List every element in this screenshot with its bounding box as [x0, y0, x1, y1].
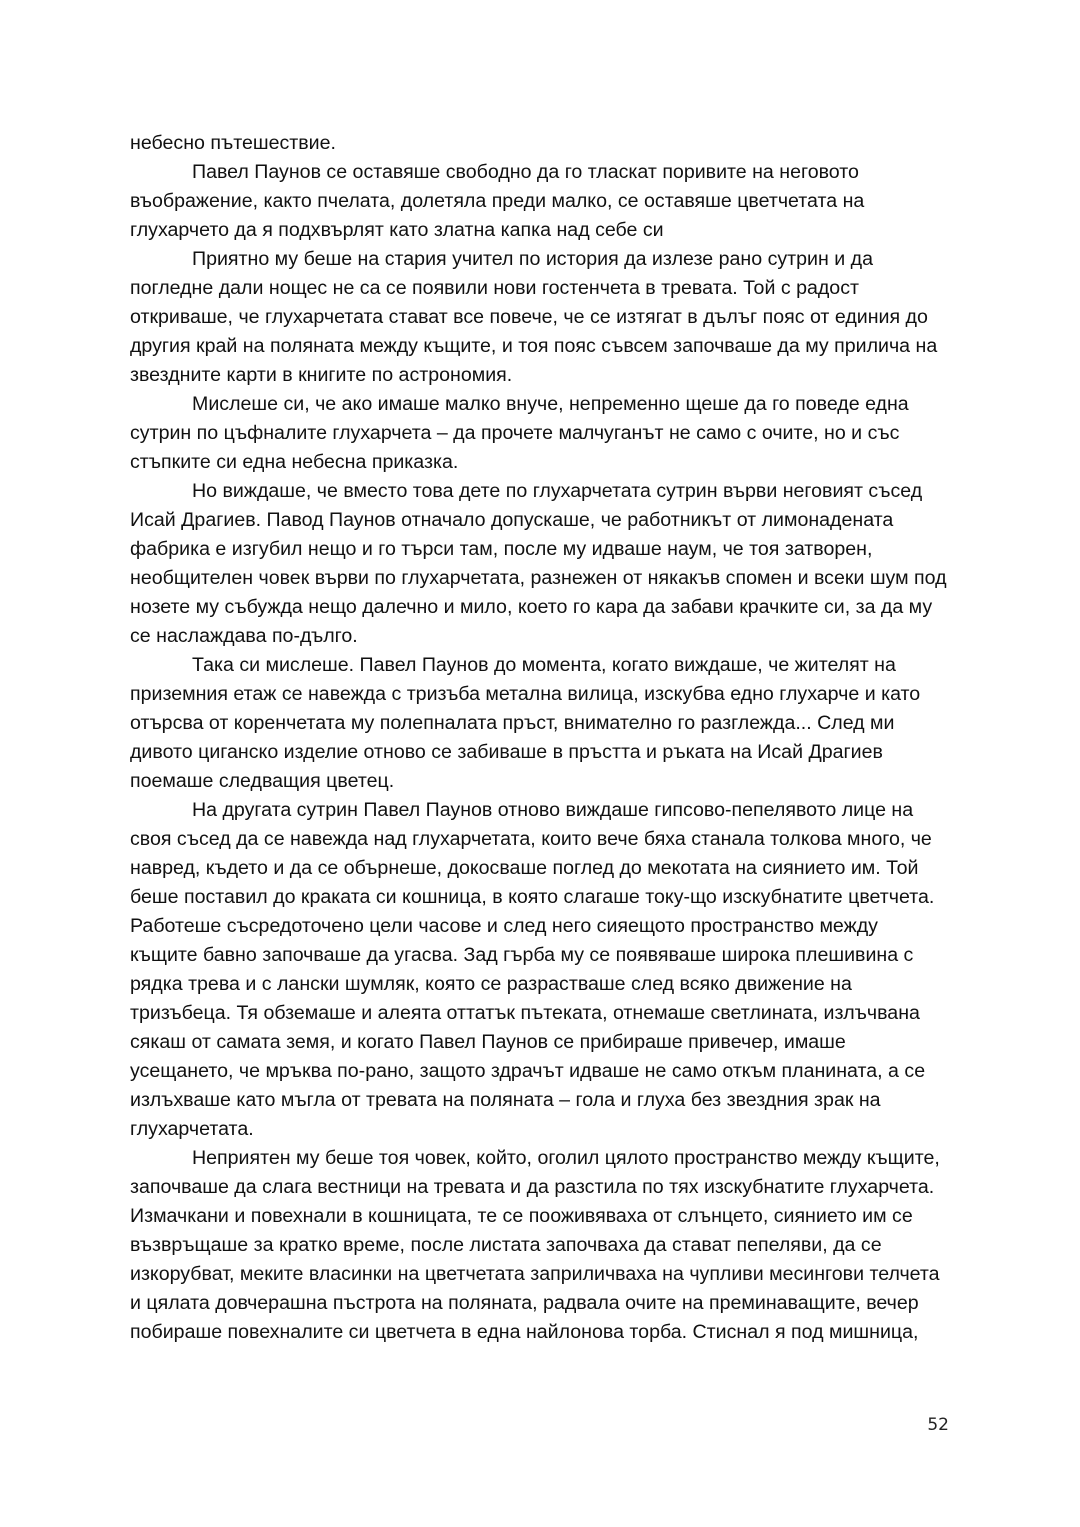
- paragraph-4: Мислеше си, че ако имаше малко внуче, непременно щеше да го поведе една сутрин по цъфналите глухарчета – да прочете малчуганът не само с очите, но и със стъпките си една небесна приказка.: [130, 393, 909, 473]
- page-number: 52: [927, 1415, 949, 1435]
- paragraph-5: Но виждаше, че вместо това дете по глухарчетата сутрин върви неговият съсед Исай Драгиев. Павод Паунов отначало допускаше, че работникът от лимонадената фабрика е изгубил нещо и го търси там, после му идваше наум, че тоя затворен, необщителен човек върви по глухарчетата, разнежен от някакъв спомен и всеки шум под нозете му събужда нещо далечно и мило, което го кара да забави крачките си, за да му се наслаждава по-дълго.: [130, 480, 947, 647]
- paragraph-1: небесно пътешествие.: [130, 132, 336, 154]
- paragraph-8: Неприятен му беше тоя човек, който, оголил цялото пространство между къщите, започваше да слага вестници на тревата и да разстила по тях изскубнатите глухарчета. Измачкани и повехнали в кошницата, те се пооживяваха от слънцето, сиянието им се възвръщаше за кратко време, после листата започваха да стават пепеляви, да се изкорубват, меките власинки на цветчетата заприличваха на чупливи месингови телчета и цялата довчерашна пъстрота на поляната, радвала очите на преминаващите, вечер побираше повехналите си цветчета в една найлонова торба. Стиснал я под мишница,: [130, 1147, 940, 1343]
- paragraph-7: На другата сутрин Павел Паунов отново виждаше гипсово-пепелявото лице на своя съсед да се навежда над глухарчетата, които вече бяха станала толкова много, че навред, където и да се обърнеше, докосваше поглед до мекотата на сиянието им. Той беше поставил до краката си кошница, в която слагаше току-що изскубнатите цветчета. Работеше съсредоточено цели часове и след него сияещото пространство между къщите бавно започваше да угасва. Зад гърба му се появяваше широка плешивина с рядка трева и с лански шумляк, която се разрастваше след всяко движение на тризъбеца. Тя обземаше и алеята оттатък пътеката, отнемаше светлината, излъчвана сякаш от самата земя, и когато Павел Паунов се прибираше привечер, имаше усещането, че мръква по-рано, защото здрачът идваше не само откъм планината, а се излъхваше като мъгла от тревата на поляната – гола и глуха без звездния зрак на глухарчетата.: [130, 799, 935, 1140]
- body-text: [130, 129, 950, 1347]
- paragraph-2: Павел Паунов се оставяше свободно да го тласкат поривите на неговото въображение, както пчелата, долетяла преди малко, се оставяше цветчетата на глухарчето да я подхвърлят като златна капка над себе си: [130, 161, 865, 241]
- paragraph-6: Така си мислеше. Павел Паунов до момента, когато виждаше, че жителят на приземния етаж се навежда с тризъба метална вилица, изскубва едно глухарче и като отърсва от коренчетата му полепналата пръст, внимателно го разглежда... След ми дивото циганско изделие отново се забиваше в пръстта и ръката на Исай Драгиев поемаше следващия цветец.: [130, 654, 921, 792]
- paragraph-3: Приятно му беше на стария учител по история да излезе рано сутрин и да погледне дали нощес не са се появили нови гостенчета в тревата. Той с радост откриваше, че глухарчетата стават все повече, че се изтягат в дълъг пояс от единия до другия край на поляната между къщите, и тоя пояс съвсем започваше да му прилича на звездните карти в книгите по астрономия.: [130, 248, 938, 386]
